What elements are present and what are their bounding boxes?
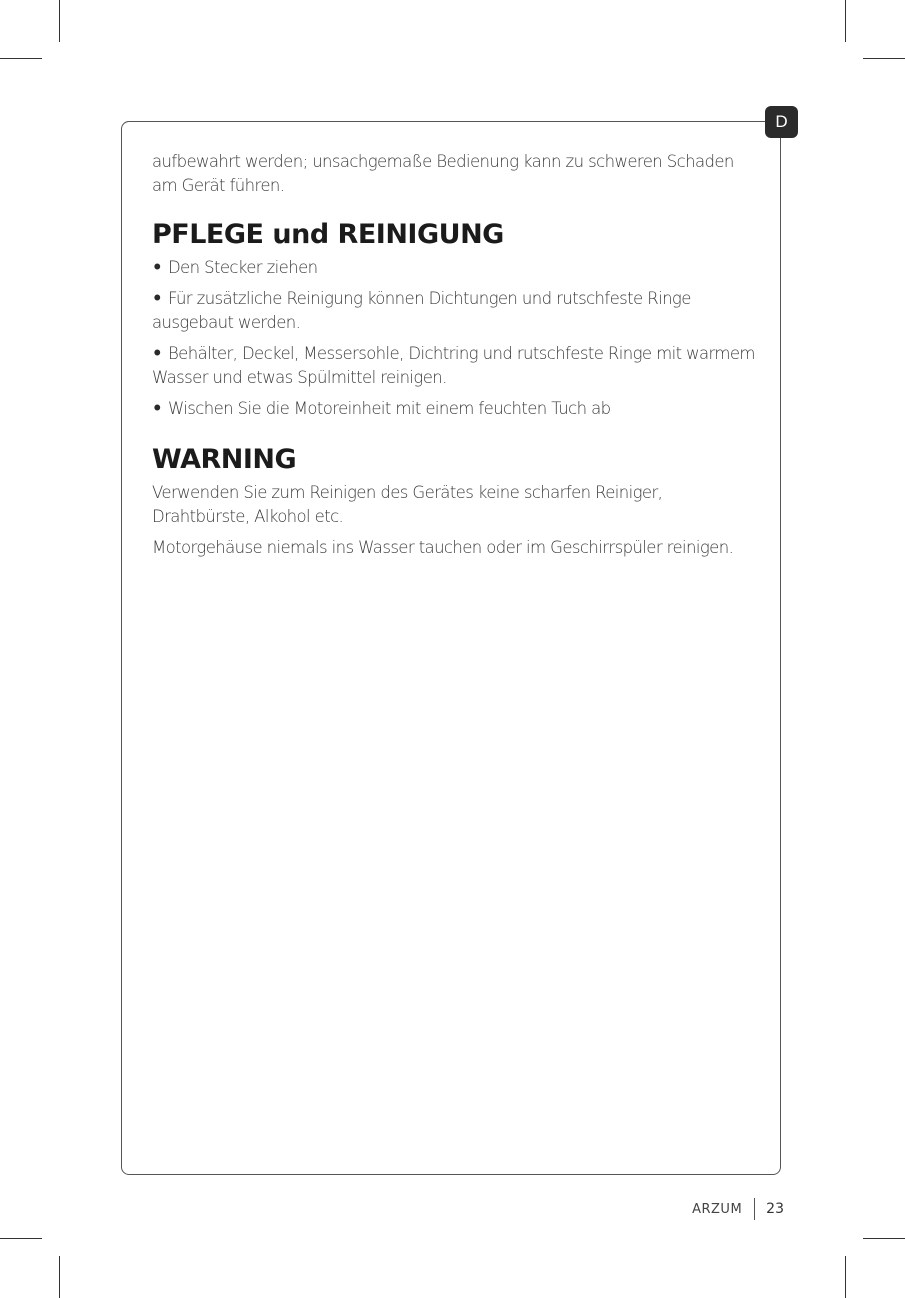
warning-paragraph: Motorgehäuse niemals ins Wasser tauchen oder im Geschirrspüler reinigen.: [152, 538, 734, 557]
care-item: • Für zusätzliche Reinigung können Dichtungen und rutschfeste Ringe ausgebaut werden.: [152, 287, 762, 335]
crop-mark: [845, 1256, 846, 1298]
intro-paragraph: aufbewahrt werden; unsachgemaße Bedienung kann zu schweren Schaden am Gerät führen.: [152, 152, 734, 195]
warning-heading: WARNING: [152, 444, 297, 475]
care-item: • Wischen Sie die Motoreinheit mit einem feuchten Tuch ab: [152, 397, 762, 421]
page-number: 23: [766, 1201, 784, 1217]
crop-mark: [863, 58, 905, 59]
crop-mark: [59, 1256, 60, 1298]
crop-mark: [0, 58, 42, 59]
crop-mark: [59, 0, 60, 42]
care-item: • Behälter, Deckel, Messersohle, Dichtring und rutschfeste Ringe mit warmem Wasser und etwas Spülmittel reinigen.: [152, 342, 762, 390]
crop-mark: [863, 1238, 905, 1239]
crop-mark: [0, 1238, 42, 1239]
warning-paragraph: Verwenden Sie zum Reinigen des Gerätes keine scharfen Reiniger, Drahtbürste, Alkohol etc.: [152, 483, 663, 526]
brand-name: ARZUM: [692, 1201, 743, 1217]
footer-divider: [754, 1198, 755, 1220]
care-item: • Den Stecker ziehen: [152, 256, 762, 280]
page-footer: [692, 1198, 784, 1220]
crop-mark: [845, 0, 846, 42]
page-content: [152, 150, 762, 567]
language-tab: D: [765, 106, 798, 138]
care-heading: PFLEGE und REINIGUNG: [152, 219, 504, 250]
